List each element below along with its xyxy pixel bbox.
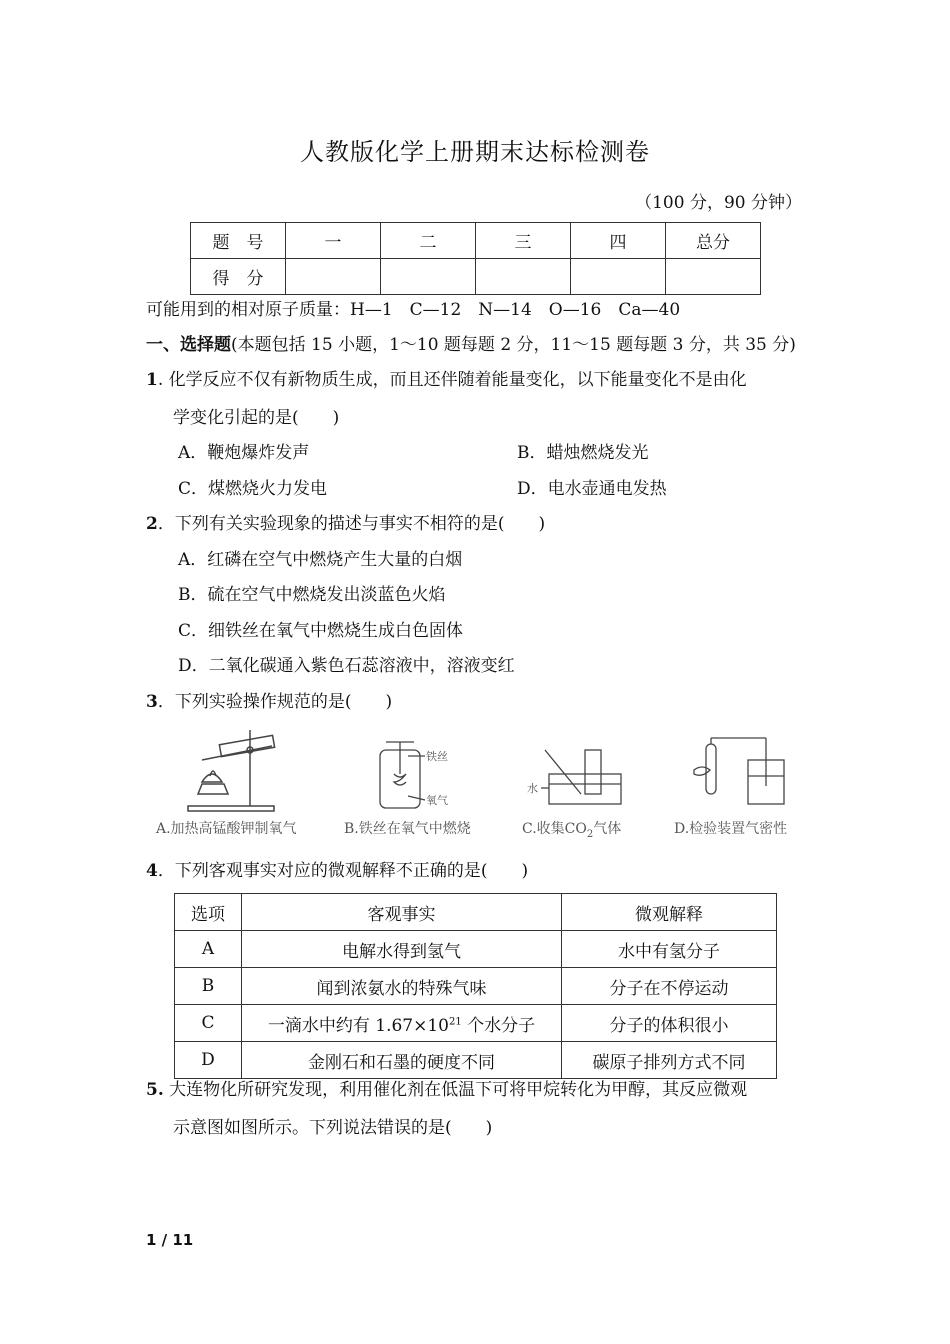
page-number: 1 / 11 [146, 1231, 194, 1249]
score-header-4: 四 [571, 223, 666, 259]
q1-option-a[interactable]: A．鞭炮爆炸发声 [178, 443, 310, 463]
label-iron-wire: 铁丝 [426, 750, 448, 763]
score-row-label: 得 分 [191, 259, 286, 295]
facts-table [174, 893, 777, 1079]
question-number: 1 [146, 370, 158, 390]
q1-option-c[interactable]: C．煤燃烧火力发电 [178, 479, 328, 499]
row-fact: 闻到浓氨水的特殊气味 [242, 968, 562, 1005]
question-text: ．下列有关实验现象的描述与事实不相符的是( ) [157, 514, 546, 534]
header-option: 选项 [175, 894, 242, 931]
label-water: 水 [527, 782, 538, 795]
score-cell [571, 259, 666, 295]
score-header-3: 三 [476, 223, 571, 259]
question-text: . 化学反应不仅有新物质生成，而且还伴随着能量变化，以下能量变化不是由化 [157, 370, 747, 390]
q1-option-b[interactable]: B．蜡烛燃烧发光 [517, 443, 649, 463]
score-cell [286, 259, 381, 295]
q2-option-a[interactable]: A．红磷在空气中燃烧产生大量的白烟 [178, 550, 463, 570]
score-header-2: 二 [381, 223, 476, 259]
question-text: ．下列客观事实对应的微观解释不正确的是( ) [157, 861, 529, 881]
caption-c-subscript: 2 [586, 828, 594, 840]
score-header-label: 题 号 [191, 223, 286, 259]
question-number: 3 [146, 692, 158, 712]
score-table [190, 222, 761, 295]
question-number: 2 [146, 514, 158, 534]
score-header-1: 一 [286, 223, 381, 259]
table-row [175, 968, 777, 1005]
fact-exponent: 21 [449, 1015, 462, 1027]
question-4-stem [146, 859, 528, 883]
caption-a: A.加热高锰酸钾制氧气 [156, 821, 297, 837]
row-explanation: 水中有氢分子 [562, 931, 777, 968]
section-note: (本题包括 15 小题，1～10 题每题 2 分，11～15 题每题 3 分，共 35 分) [231, 335, 796, 355]
q2-option-b[interactable]: B．硫在空气中燃烧发出淡蓝色火焰 [178, 585, 446, 605]
atomic-masses: 可能用到的相对原子质量：H—1 C—12 N—14 O—16 Ca—40 [146, 300, 681, 320]
label-oxygen: 氧气 [426, 794, 448, 807]
question-5-stem-cont: 示意图如图所示。下列说法错误的是( ) [173, 1118, 493, 1138]
row-option: B [175, 968, 242, 1005]
question-text: 大连物化所研究发现，利用催化剂在低温下可将甲烷转化为甲醇，其反应微观 [163, 1080, 748, 1100]
figure-c-collect-co2 [527, 744, 627, 810]
question-text: ．下列实验操作规范的是( ) [157, 692, 393, 712]
question-5-stem [146, 1078, 747, 1102]
row-option: C [175, 1005, 242, 1042]
page-title: 人教版化学上册期末达标检测卷 [300, 138, 650, 166]
question-1-stem-cont: 学变化引起的是( ) [173, 408, 340, 428]
row-option: D [175, 1042, 242, 1079]
row-fact [242, 1005, 562, 1042]
exam-duration: （100 分，90 分钟） [635, 193, 802, 213]
section-heading [146, 333, 796, 357]
score-cell [476, 259, 571, 295]
figure-b-iron-wire-burning [370, 734, 460, 812]
fact-text-end: 个水分子 [461, 1015, 536, 1036]
figure-a-heating-apparatus [180, 724, 290, 816]
row-explanation: 分子在不停运动 [562, 968, 777, 1005]
score-cell [381, 259, 476, 295]
caption-d: D.检验装置气密性 [674, 821, 788, 837]
header-explanation: 微观解释 [562, 894, 777, 931]
q2-option-c[interactable]: C．细铁丝在氧气中燃烧生成白色固体 [178, 621, 464, 641]
row-fact: 电解水得到氢气 [242, 931, 562, 968]
question-number: 4 [146, 861, 158, 881]
question-1-stem [146, 368, 747, 392]
table-row [175, 931, 777, 968]
q1-option-d[interactable]: D．电水壶通电发热 [517, 479, 667, 499]
score-cell [666, 259, 761, 295]
figure-d-airtightness-check [688, 736, 794, 810]
row-explanation: 碳原子排列方式不同 [562, 1042, 777, 1079]
row-option: A [175, 931, 242, 968]
score-header-total: 总分 [666, 223, 761, 259]
table-row [175, 1005, 777, 1042]
row-explanation: 分子的体积很小 [562, 1005, 777, 1042]
caption-c [522, 818, 621, 840]
row-fact: 金刚石和石墨的硬度不同 [242, 1042, 562, 1079]
table-row [175, 1042, 777, 1079]
question-2-stem [146, 512, 545, 536]
caption-b: B.铁丝在氧气中燃烧 [344, 821, 471, 837]
question-3-stem [146, 690, 392, 714]
header-fact: 客观事实 [242, 894, 562, 931]
q2-option-d[interactable]: D．二氧化碳通入紫色石蕊溶液中，溶液变红 [178, 656, 515, 676]
fact-text: 一滴水中约有 1.67×10 [267, 1015, 449, 1036]
section-title: 一、选择题 [146, 335, 231, 355]
question-number: 5. [146, 1080, 164, 1100]
caption-c-text: C.收集CO [522, 821, 587, 837]
caption-c-text-end: 气体 [593, 821, 622, 837]
